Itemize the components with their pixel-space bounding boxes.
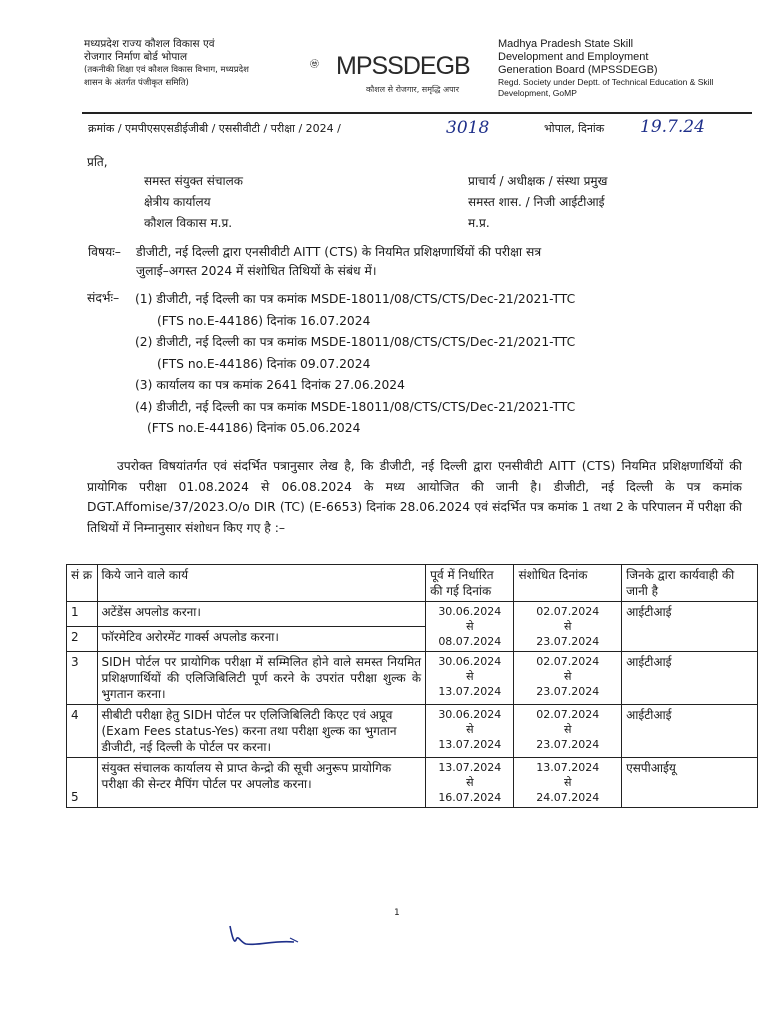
- recipient-left-line: कौशल विकास म.प्र.: [144, 216, 233, 230]
- row-revised-date: 13.07.2024 से 24.07.2024: [514, 758, 622, 808]
- row-revised-date: 02.07.2024 से 23.07.2024: [514, 705, 622, 758]
- reference-item: (3) कार्यालय का पत्र कमांक 2641 दिनांक 27.06.2024: [135, 378, 405, 392]
- recipient-right-line: म.प्र.: [468, 216, 490, 230]
- page-number: 1: [394, 908, 400, 918]
- reference-number-label: क्रमांक / एमपीएसएसडीईजीबी / एससीवीटी / परीक्षा / 2024 /: [88, 122, 341, 135]
- body-paragraph: उपरोक्त विषयांतर्गत एवं संदर्भित पत्रानुसार लेख है, कि डीजीटी, नई दिल्ली द्वारा एनसीवीटी AITT (CTS) नियमित प्रशिक्षणार्थियों की प्रायोगिक परीक्षा 01.08.2024 से 06.08.2024 के मध्य आयोजित की जानी है। डीजीटी, नई दिल्ली के पत्र कमांक DGT.Affomise/37/2023.O/o DIR (TC) (E-6653) दिनांक 28.06.2024 एवं संदर्भित पत्र कमांक 1 तथा 2 के परिपालन में परीक्षा की तिथियों में निम्नानुसार संशोधन किए गए है :–: [87, 459, 742, 535]
- row-sn: 2: [67, 627, 98, 652]
- row-responsible: आईटीआई: [622, 652, 758, 705]
- eng-org-line4: Regd. Society under Deptt. of Technical Education & Skill: [498, 77, 714, 87]
- row-sn: 3: [67, 652, 98, 705]
- row-task: SIDH पोर्टल पर प्रायोगिक परीक्षा में सम्मिलित होने वाले समस्त नियमित प्रशिक्षणार्थियों की एलिजिबिलिटी पूर्ण करने के उपरांत परीक्षा शुल्क के भुगतान करना।: [97, 652, 426, 705]
- row-task: संयुक्त संचालक कार्यालय से प्राप्त केन्द्रो की सूची अनुरूप प्रायोगिक परीक्षा की सेन्टर मैपिंग पोर्टल पर अपलोड करना।: [97, 758, 426, 808]
- row-task: सीबीटी परीक्षा हेतु SIDH पोर्टल पर एलिजिबिलिटी किएट एवं अप्रूव (Exam Fees status-Yes) करना तथा परीक्षा शुल्क का भुगतान डीजीटी, नई दिल्ली के पोर्टल पर करना।: [97, 705, 426, 758]
- hindi-org-block: [84, 38, 304, 90]
- english-org-block: [498, 38, 738, 99]
- subject-line2: जुलाई–अगस्त 2024 में संशोधित तिथियों के संबंध में।: [136, 264, 377, 278]
- table-row: [67, 652, 758, 705]
- table-header-row: [67, 565, 758, 602]
- row-task: अटेंडेंस अपलोड करना।: [97, 602, 426, 627]
- recipient-right-line: समस्त शास. / निजी आईटीआई: [468, 195, 605, 209]
- hindi-org-line1: मध्यप्रदेश राज्य कौशल विकास एवं: [84, 38, 215, 50]
- recipient-left-line: समस्त संयुक्त संचालक: [144, 174, 243, 188]
- row-sn: 5: [67, 758, 98, 808]
- row-responsible: आईटीआई: [622, 602, 758, 652]
- logo-tagline: कौशल से रोजगार, समृद्धि अपार: [366, 85, 459, 94]
- logo-text: MPSSDEGB: [336, 52, 470, 80]
- row-sn: 4: [67, 705, 98, 758]
- references-label: संदर्भः–: [87, 291, 120, 305]
- row-responsible: आईटीआई: [622, 705, 758, 758]
- eng-org-line2: Development and Employment: [498, 51, 649, 63]
- reference-item: (4) डीजीटी, नई दिल्ली का पत्र कमांक MSDE-18011/08/CTS/CTS/Dec-21/2021-TTC: [135, 399, 576, 414]
- reference-item-cont: (FTS no.E-44186) दिनांक 09.07.2024: [157, 356, 371, 371]
- signature-icon: [224, 922, 304, 950]
- header-sn: सं क्र: [67, 565, 98, 602]
- header-responsible: जिनके द्वारा कार्यवाही की जानी है: [622, 565, 758, 602]
- subject-label: विषयः–: [88, 245, 121, 259]
- table-row: [67, 602, 758, 627]
- subject-text: [136, 243, 746, 281]
- table-row: [67, 758, 758, 808]
- references-list: [135, 289, 735, 440]
- recipients-left: [144, 171, 243, 234]
- row-sn: 1: [67, 602, 98, 627]
- recipient-left-line: क्षेत्रीय कार्यालय: [144, 195, 211, 209]
- row-responsible: एसपीआईयू: [622, 758, 758, 808]
- eng-org-line5: Development, GoMP: [498, 88, 577, 98]
- reference-item: (2) डीजीटी, नई दिल्ली का पत्र कमांक MSDE-18011/08/CTS/CTS/Dec-21/2021-TTC: [135, 335, 576, 349]
- row-previous-date: 30.06.2024 से 13.07.2024: [426, 652, 514, 705]
- prati-label: प्रति,: [87, 155, 108, 169]
- header-task: किये जाने वाले कार्य: [97, 565, 426, 602]
- header-previous-date: पूर्व में निर्धारित की गई दिनांक: [426, 565, 514, 602]
- recipient-right-line: प्राचार्य / अधीक्षक / संस्था प्रमुख: [468, 174, 608, 188]
- row-previous-date: 30.06.2024 से 13.07.2024: [426, 705, 514, 758]
- place-date-label: भोपाल, दिनांक: [544, 122, 605, 135]
- hindi-org-line4: शासन के अंतर्गत पंजीकृत समिति): [84, 78, 189, 88]
- reference-number-handwritten: 3018: [446, 118, 490, 138]
- table-row: [67, 705, 758, 758]
- row-revised-date: 02.07.2024 से 23.07.2024: [514, 602, 622, 652]
- header-revised-date: संशोधित दिनांक: [514, 565, 622, 602]
- eng-org-line1: Madhya Pradesh State Skill: [498, 38, 634, 50]
- recipients-right: [468, 171, 607, 234]
- reference-item-cont: (FTS no.E-44186) दिनांक 16.07.2024: [157, 313, 371, 328]
- subject-line1: डीजीटी, नई दिल्ली द्वारा एनसीवीटी AITT (CTS) के नियमित प्रशिक्षणार्थियों की परीक्षा सत्र: [136, 245, 542, 259]
- revision-table: [66, 564, 758, 808]
- header-divider: [82, 112, 752, 114]
- date-handwritten: 19.7.24: [640, 117, 705, 137]
- row-revised-date: 02.07.2024 से 23.07.2024: [514, 652, 622, 705]
- reference-item: (1) डीजीटी, नई दिल्ली का पत्र कमांक MSDE-18011/08/CTS/CTS/Dec-21/2021-TTC: [135, 292, 576, 306]
- row-previous-date: 13.07.2024 से 16.07.2024: [426, 758, 514, 808]
- reference-item-cont: (FTS no.E-44186) दिनांक 05.06.2024: [147, 421, 361, 435]
- row-previous-date: 30.06.2024 से 08.07.2024: [426, 602, 514, 652]
- hindi-org-line3: (तकनीकी शिक्षा एवं कौशल विकास विभाग, मध्यप्रदेश: [84, 65, 249, 75]
- eng-org-line3: Generation Board (MPSSDEGB): [498, 64, 658, 76]
- row-task: फॉरमेटिव अरोरमेंट गार्क्स अपलोड करना।: [97, 627, 426, 652]
- hindi-org-line2: रोजगार निर्माण बोर्ड भोपाल: [84, 51, 188, 63]
